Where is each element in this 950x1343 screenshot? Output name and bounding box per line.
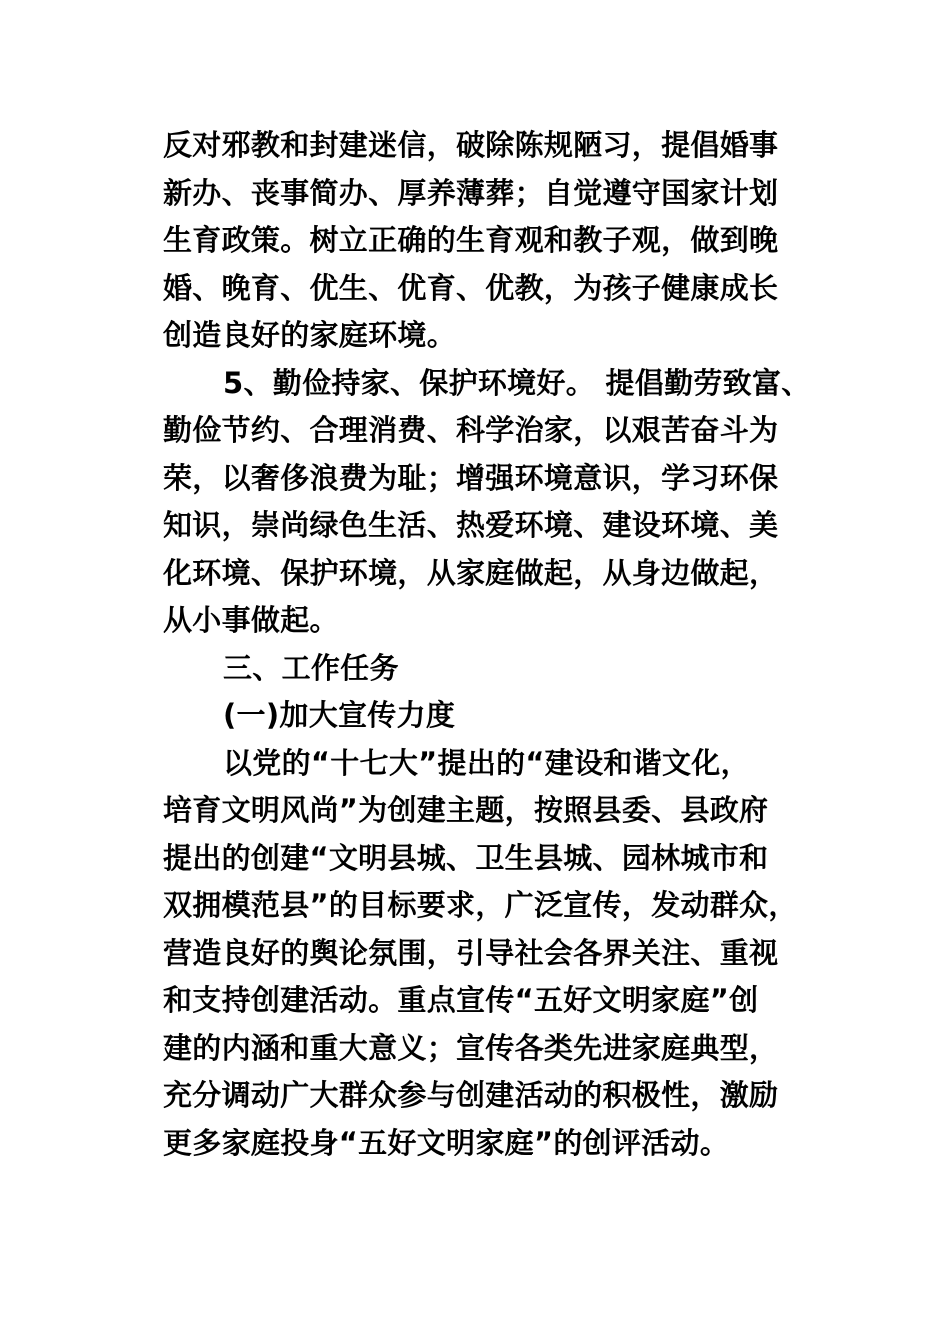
text-line: 创造良好的家庭环境。	[163, 318, 457, 352]
document-body	[163, 122, 811, 1167]
text-line: 婚、晚育、优生、优育、优教，为孩子健康成长	[163, 270, 779, 305]
text-line: 营造良好的舆论氛围，引导社会各界关注、重视	[163, 935, 779, 970]
text-line: 反对邪教和封建迷信，破除陈规陋习，提倡婚事	[163, 128, 779, 162]
subsection-heading: (一)加大宣传力度	[223, 698, 456, 732]
text-line: 荣，以奢侈浪费为耻；增强环境意识，学习环保	[163, 460, 779, 495]
text-line: 以党的“十七大”提出的“建设和谐文化，	[223, 745, 750, 780]
text-line: 培育文明风尚”为创建主题，按照县委、县政府	[163, 793, 769, 827]
text-line: 从小事做起。	[163, 603, 339, 637]
text-line: 双拥模范县”的目标要求，广泛宣传，发动群众，	[163, 888, 798, 922]
text-line: 新办、丧事简办、厚养薄葬；自觉遵守国家计划	[163, 175, 779, 210]
section-heading: 三、工作任务	[223, 650, 399, 685]
text-line: 化环境、保护环境，从家庭做起，从身边做起，	[163, 555, 779, 590]
text-line: 5、勤俭持家、保护环境好。 提倡勤劳致富、	[223, 365, 811, 400]
text-line: 建的内涵和重大意义；宣传各类先进家庭典型，	[163, 1030, 779, 1065]
text-line: 知识，崇尚绿色生活、热爱环境、建设环境、美	[163, 508, 779, 542]
text-line: 生育政策。树立正确的生育观和教子观，做到晚	[163, 223, 779, 257]
text-line: 更多家庭投身“五好文明家庭”的创评活动。	[163, 1125, 730, 1160]
text-line: 提出的创建“文明县城、卫生县城、园林城市和	[163, 840, 769, 875]
text-line: 和支持创建活动。重点宣传“五好文明家庭”创	[163, 983, 759, 1017]
text-line: 勤俭节约、合理消费、科学治家，以艰苦奋斗为	[163, 413, 779, 447]
text-line: 充分调动广大群众参与创建活动的积极性，激励	[163, 1078, 779, 1112]
